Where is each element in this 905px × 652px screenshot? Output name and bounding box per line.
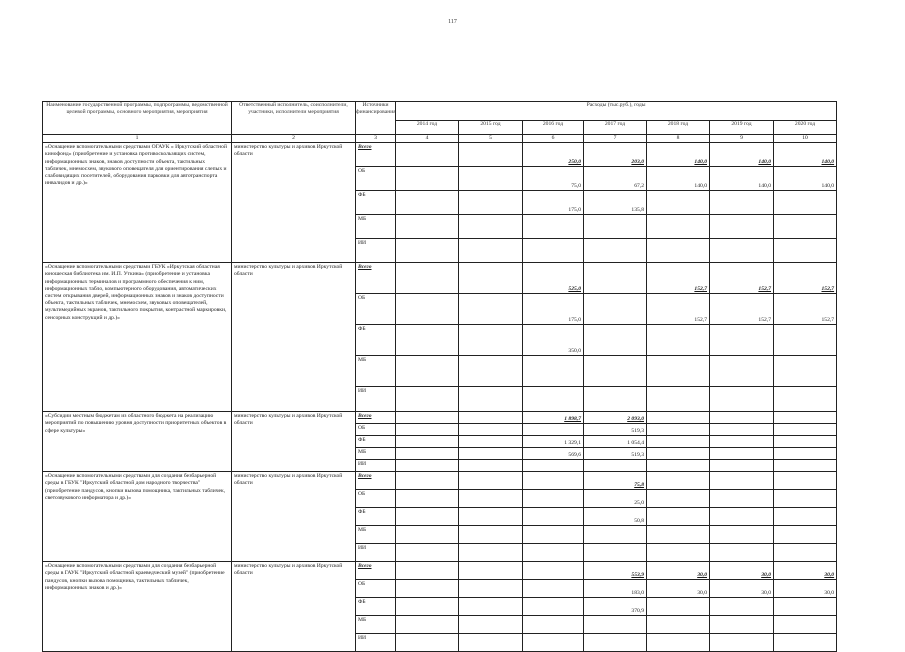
amount-cell: 1 898,7 — [523, 412, 584, 424]
amount-cell — [459, 167, 523, 191]
amount-cell — [459, 239, 523, 263]
amount-cell — [710, 472, 774, 490]
amount-cell: 519,3 — [584, 424, 647, 436]
amount-cell — [523, 580, 584, 598]
amount-cell: 569,6 — [523, 448, 584, 460]
amount-cell: 525,0 — [523, 263, 584, 294]
amount-cell — [774, 191, 837, 215]
amount-cell: 25,0 — [584, 490, 647, 508]
amount-cell — [523, 616, 584, 634]
header-year: 2015 год — [459, 121, 523, 135]
amount-cell — [710, 508, 774, 526]
amount-cell: 30,0 — [774, 580, 837, 598]
amount-cell: 519,3 — [584, 448, 647, 460]
column-index: 10 — [774, 135, 837, 143]
amount-cell — [459, 526, 523, 544]
amount-cell — [523, 598, 584, 616]
funding-source: ИИ — [356, 544, 396, 562]
amount-cell — [396, 598, 459, 616]
header-row — [43, 102, 837, 121]
activity-name: «Оснащение вспомогательными средствами для создания безбарьерной среды в ГБУК "Иркутский областной дом народного творчества" (приобретение пандусов, кнопки вызова помощника, тактильных табличек, светозвукового информатора и др.)» — [43, 472, 232, 562]
amount-cell: 2 093,0 — [584, 412, 647, 424]
amount-cell — [396, 508, 459, 526]
table-row — [43, 472, 837, 490]
amount-cell: 370,9 — [584, 598, 647, 616]
header-year: 2020 год — [774, 121, 837, 135]
funding-source: ОБ — [356, 424, 396, 436]
amount-cell — [396, 167, 459, 191]
amount-cell — [710, 215, 774, 239]
amount-cell — [396, 424, 459, 436]
funding-source: МБ — [356, 215, 396, 239]
column-index-row — [43, 135, 837, 143]
amount-cell — [647, 215, 710, 239]
header-name: Наименование государственной программы, подпрограммы, ведомственной целевой программы, основного мероприятия, мероприятия — [43, 102, 232, 135]
amount-cell — [647, 239, 710, 263]
amount-cell — [396, 448, 459, 460]
amount-cell — [584, 325, 647, 356]
amount-cell — [774, 508, 837, 526]
amount-cell — [774, 634, 837, 652]
header-year: 2016 год — [523, 121, 584, 135]
amount-cell — [647, 472, 710, 490]
column-index: 4 — [396, 135, 459, 143]
amount-cell — [523, 490, 584, 508]
amount-cell — [396, 412, 459, 424]
amount-cell — [647, 436, 710, 448]
amount-cell — [647, 448, 710, 460]
amount-cell — [396, 356, 459, 387]
amount-cell — [396, 562, 459, 580]
amount-cell — [710, 424, 774, 436]
funding-source: ОБ — [356, 490, 396, 508]
amount-cell — [710, 526, 774, 544]
amount-cell: 75,0 — [523, 167, 584, 191]
column-index: 1 — [43, 135, 232, 143]
amount-cell: 30,0 — [774, 562, 837, 580]
funding-source: МБ — [356, 356, 396, 387]
amount-cell — [459, 325, 523, 356]
funding-source: МБ — [356, 526, 396, 544]
activity-name: «Оснащение вспомогательными средствами ГБУК «Иркутская областная юношеская библиотека им. И.П. Уткина» (приобретение и установка информационных терминалов и программного обеспечения к ним, информационных табло, компьютерного оборудования, автоматических систем открывания дверей, информационных знаков и знаков доступности объекта, тактильных табличек, мнемосхем, звуковых оповещателей, мультимедийных экранов, тактильного покрытия, контрастной маркировки, сенсорных конструкций и др.)» — [43, 263, 232, 412]
amount-cell — [774, 490, 837, 508]
amount-cell — [396, 634, 459, 652]
responsible-executor: министерство культуры и архивов Иркутской области — [232, 472, 356, 562]
amount-cell — [774, 544, 837, 562]
amount-cell — [459, 143, 523, 167]
amount-cell — [459, 448, 523, 460]
amount-cell — [647, 412, 710, 424]
amount-cell — [774, 616, 837, 634]
amount-cell — [584, 616, 647, 634]
amount-cell: 152,7 — [774, 263, 837, 294]
amount-cell: 140,0 — [710, 143, 774, 167]
funding-source: ФБ — [356, 191, 396, 215]
amount-cell — [647, 356, 710, 387]
amount-cell: 30,0 — [710, 562, 774, 580]
amount-cell — [523, 544, 584, 562]
amount-cell — [774, 448, 837, 460]
amount-cell: 250,0 — [523, 143, 584, 167]
amount-cell — [584, 239, 647, 263]
amount-cell — [396, 490, 459, 508]
amount-cell — [774, 239, 837, 263]
amount-cell — [710, 490, 774, 508]
funding-source: ФБ — [356, 436, 396, 448]
amount-cell — [774, 460, 837, 472]
amount-cell — [459, 634, 523, 652]
amount-cell — [647, 526, 710, 544]
amount-cell — [523, 526, 584, 544]
amount-cell — [396, 387, 459, 412]
responsible-executor: министерство культуры и архивов Иркутской области — [232, 412, 356, 472]
activity-name: «Оснащение вспомогательными средствами для создания безбарьерной среды в ГАУК "Иркутский областной краеведческий музей" (приобретение пандусов, кнопки вызова помощника, тактильных табличек, информационных знаков и др.)» — [43, 562, 232, 652]
amount-cell: 30,0 — [647, 580, 710, 598]
funding-source: Всего — [356, 412, 396, 424]
amount-cell: 175,0 — [523, 191, 584, 215]
amount-cell — [584, 526, 647, 544]
amount-cell — [710, 387, 774, 412]
amount-cell — [584, 460, 647, 472]
amount-cell — [584, 544, 647, 562]
amount-cell: 553,9 — [584, 562, 647, 580]
responsible-executor: министерство культуры и архивов Иркутской области — [232, 562, 356, 652]
header-source: Источники финансирования — [356, 102, 396, 135]
amount-cell — [774, 412, 837, 424]
amount-cell — [459, 508, 523, 526]
funding-source: Всего — [356, 562, 396, 580]
amount-cell — [459, 424, 523, 436]
amount-cell — [647, 598, 710, 616]
amount-cell — [523, 472, 584, 490]
amount-cell — [396, 294, 459, 325]
amount-cell — [523, 215, 584, 239]
amount-cell — [396, 143, 459, 167]
column-index: 5 — [459, 135, 523, 143]
table-row — [43, 143, 837, 167]
funding-source: ОБ — [356, 294, 396, 325]
amount-cell — [710, 436, 774, 448]
funding-source: ФБ — [356, 325, 396, 356]
amount-cell — [523, 356, 584, 387]
amount-cell — [710, 616, 774, 634]
amount-cell: 152,7 — [774, 294, 837, 325]
header-year: 2014 год — [396, 121, 459, 135]
responsible-executor: министерство культуры и архивов Иркутской области — [232, 263, 356, 412]
amount-cell — [774, 387, 837, 412]
amount-cell — [523, 562, 584, 580]
amount-cell — [584, 387, 647, 412]
amount-cell — [396, 460, 459, 472]
funding-source: ИИ — [356, 387, 396, 412]
amount-cell — [523, 460, 584, 472]
funding-source: Всего — [356, 263, 396, 294]
amount-cell — [459, 215, 523, 239]
amount-cell — [647, 387, 710, 412]
amount-cell — [774, 526, 837, 544]
funding-source: ИИ — [356, 634, 396, 652]
funding-source: ФБ — [356, 508, 396, 526]
amount-cell — [774, 436, 837, 448]
amount-cell — [584, 263, 647, 294]
funding-source: ОБ — [356, 580, 396, 598]
amount-cell: 1 054,4 — [584, 436, 647, 448]
amount-cell: 30,0 — [710, 580, 774, 598]
expenditure-table — [42, 101, 837, 652]
amount-cell: 140,0 — [647, 167, 710, 191]
amount-cell: 140,0 — [710, 167, 774, 191]
header-expenses: Расходы (тыс.руб.), годы — [396, 102, 837, 121]
amount-cell: 175,0 — [523, 294, 584, 325]
amount-cell — [396, 239, 459, 263]
amount-cell — [710, 356, 774, 387]
header-year: 2017 год — [584, 121, 647, 135]
amount-cell — [396, 325, 459, 356]
amount-cell: 30,0 — [647, 562, 710, 580]
header-year: 2019 год — [710, 121, 774, 135]
responsible-executor: министерство культуры и архивов Иркутской области — [232, 143, 356, 263]
amount-cell — [584, 294, 647, 325]
amount-cell — [459, 472, 523, 490]
amount-cell — [710, 544, 774, 562]
amount-cell — [710, 460, 774, 472]
amount-cell: 152,7 — [647, 294, 710, 325]
amount-cell — [396, 263, 459, 294]
amount-cell: 50,8 — [584, 508, 647, 526]
column-index: 6 — [523, 135, 584, 143]
amount-cell — [459, 490, 523, 508]
amount-cell — [396, 215, 459, 239]
amount-cell — [710, 191, 774, 215]
amount-cell — [710, 598, 774, 616]
amount-cell: 75,8 — [584, 472, 647, 490]
amount-cell: 140,0 — [774, 143, 837, 167]
funding-source: ИИ — [356, 239, 396, 263]
amount-cell — [396, 436, 459, 448]
funding-source: Всего — [356, 143, 396, 167]
amount-cell — [459, 356, 523, 387]
amount-cell — [459, 598, 523, 616]
funding-source: ФБ — [356, 598, 396, 616]
amount-cell — [710, 325, 774, 356]
amount-cell — [459, 263, 523, 294]
amount-cell: 350,0 — [523, 325, 584, 356]
page-number: 117 — [448, 19, 457, 25]
amount-cell — [710, 634, 774, 652]
table-row — [43, 263, 837, 294]
amount-cell — [647, 490, 710, 508]
column-index: 3 — [356, 135, 396, 143]
amount-cell — [647, 191, 710, 215]
amount-cell — [459, 562, 523, 580]
funding-source: МБ — [356, 448, 396, 460]
amount-cell — [523, 634, 584, 652]
amount-cell — [523, 239, 584, 263]
column-index: 9 — [710, 135, 774, 143]
amount-cell — [523, 508, 584, 526]
amount-cell: 140,0 — [774, 167, 837, 191]
amount-cell — [647, 634, 710, 652]
header-year: 2018 год — [647, 121, 710, 135]
activity-name: «Оснащение вспомогательными средствами ОГАУК « Иркутский областной кинофонд» (приобретение и установка противоскользящих систем, информационных знаков, знаков доступности объекта, тактильных табличек, мнемосхем, звукового оповещателя для ориентирования слепых и слабовидящих посетителей, оборудования парковки для автотранспорта инвалидов и др.)» — [43, 143, 232, 263]
amount-cell — [396, 526, 459, 544]
amount-cell — [584, 356, 647, 387]
table-row — [43, 412, 837, 424]
activity-name: «Субсидии местным бюджетам из областного бюджета на реализацию мероприятий по повышению уровня доступности приоритетных объектов в сфере культуры» — [43, 412, 232, 472]
amount-cell — [459, 294, 523, 325]
amount-cell — [459, 544, 523, 562]
amount-cell: 183,0 — [584, 580, 647, 598]
amount-cell — [774, 215, 837, 239]
amount-cell — [396, 191, 459, 215]
amount-cell — [774, 424, 837, 436]
amount-cell: 152,7 — [647, 263, 710, 294]
amount-cell — [774, 325, 837, 356]
amount-cell — [459, 616, 523, 634]
amount-cell — [647, 616, 710, 634]
amount-cell — [710, 412, 774, 424]
funding-source: МБ — [356, 616, 396, 634]
amount-cell — [647, 424, 710, 436]
column-index: 2 — [232, 135, 356, 143]
amount-cell — [459, 412, 523, 424]
amount-cell — [396, 544, 459, 562]
amount-cell — [584, 215, 647, 239]
amount-cell — [647, 325, 710, 356]
amount-cell — [774, 356, 837, 387]
amount-cell: 152,7 — [710, 263, 774, 294]
amount-cell — [774, 472, 837, 490]
amount-cell — [396, 580, 459, 598]
table-row — [43, 562, 837, 580]
amount-cell — [647, 544, 710, 562]
header-org: Ответственный исполнитель, соисполнители, участники, исполнители мероприятия — [232, 102, 356, 135]
amount-cell — [584, 634, 647, 652]
amount-cell — [647, 460, 710, 472]
amount-cell — [459, 580, 523, 598]
amount-cell — [459, 387, 523, 412]
amount-cell — [459, 191, 523, 215]
amount-cell — [647, 508, 710, 526]
amount-cell: 152,7 — [710, 294, 774, 325]
amount-cell: 140,0 — [647, 143, 710, 167]
funding-source: ИИ — [356, 460, 396, 472]
amount-cell — [523, 387, 584, 412]
amount-cell: 135,8 — [584, 191, 647, 215]
amount-cell — [396, 616, 459, 634]
column-index: 7 — [584, 135, 647, 143]
funding-source: ОБ — [356, 167, 396, 191]
amount-cell — [523, 424, 584, 436]
amount-cell — [459, 460, 523, 472]
amount-cell — [396, 472, 459, 490]
amount-cell — [459, 436, 523, 448]
amount-cell — [710, 448, 774, 460]
amount-cell — [710, 239, 774, 263]
amount-cell: 1 329,1 — [523, 436, 584, 448]
amount-cell: 203,0 — [584, 143, 647, 167]
funding-source: Всего — [356, 472, 396, 490]
amount-cell: 67,2 — [584, 167, 647, 191]
amount-cell — [774, 598, 837, 616]
column-index: 8 — [647, 135, 710, 143]
